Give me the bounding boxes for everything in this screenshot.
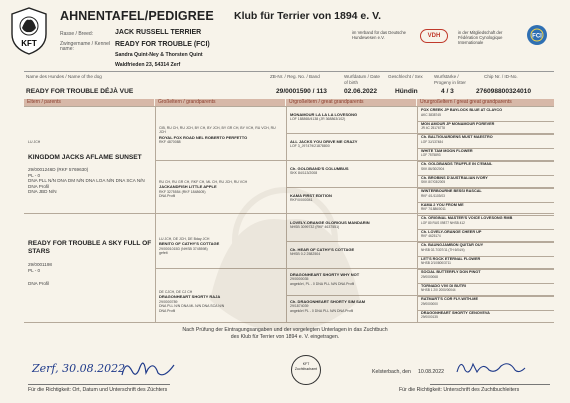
grid-line — [24, 106, 554, 107]
grandparent-cell — [159, 237, 283, 256]
great-great-grandparent-info: LOF 3J/137484 — [421, 139, 443, 144]
page-title: AHNENTAFEL/PEDIGREE — [60, 9, 214, 23]
grandparent-info: 29/0000789 — [159, 299, 178, 304]
great-grandparent-cell — [290, 112, 414, 122]
grandparent-titles: RU CH, RU GR CH, RKF CH, ML CH, RU JCH, RU VCH — [159, 180, 248, 184]
great-grandparent-info: RKF/0/000041 — [290, 198, 313, 203]
grandparent-info2: DNA PLL N/N DNA ML N/N DNA SCA N/N — [159, 304, 225, 309]
dog-name: READY FOR TROUBLE DÉJÀ VUE — [26, 88, 134, 95]
great-great-grandparent-cell — [421, 230, 552, 239]
breed-value: JACK RUSSELL TERRIER — [115, 29, 202, 36]
great-grandparent-name: Ch. GOLDBAND'S COLUMBUS — [290, 166, 349, 171]
great-great-grandparent-cell — [421, 122, 552, 131]
zb-value: 29/0001590 / 113 — [276, 88, 327, 95]
registrar-signature-label: Für die Richtigkeit: Unterschrift des Zuchtbuchleiters — [399, 387, 520, 393]
grandparent-info3: DNA Profil — [159, 308, 176, 313]
sex-value: Hündin — [395, 88, 418, 95]
great-great-grandparent-name: WHITE TAM MOON FLOWER — [421, 148, 473, 153]
col-header-parents: Eltern / parents — [24, 99, 154, 106]
breed-label: Rasse / Breed: — [60, 31, 94, 37]
sex-label: Geschlecht / Sex — [388, 74, 423, 79]
great-great-grandparent-info: RKF 4/1/1103/03 — [421, 193, 445, 198]
grandparent-name: BENITO OF CATHY'S COTTAGE — [159, 241, 220, 247]
grandparent-info: RKF 3275554 (RKF 1848605) — [159, 189, 206, 194]
col-header-great-grandparents: Urgroßeltern / great grandparents — [286, 99, 416, 106]
great-grandparent-name: KAMA FIRST EDITION — [290, 193, 332, 198]
breeder-place-date-handwritten: Zerf, 30.08.2022 — [32, 362, 126, 375]
registrar-signature — [455, 356, 527, 378]
great-great-grandparent-cell — [421, 162, 552, 171]
zb-label: ZB-Nr. / Reg. No. / Band — [270, 74, 320, 79]
divider — [24, 71, 554, 72]
dam-reg: 29/0001198 — [28, 262, 52, 267]
fci-text: in der Mitgliedschaft der Fédération Cynologique Internationale — [458, 30, 503, 45]
great-great-grandparent-info: 29/0000068 — [421, 274, 438, 279]
great-great-grandparent-name: DRAGONHEART SHORTY CENOVEVA — [421, 310, 490, 315]
great-grandparent-name: ALL JACKS YOU DRIVE ME CRAZY — [290, 139, 358, 144]
col-header-grandparents: Großeltern / grandparents — [155, 99, 285, 106]
grandparent-titles: LU JCH, DE JCH, DE Bday JCH — [159, 237, 210, 241]
great-great-grandparent-name: RATMART'S COR FLY-WITH-ME — [421, 297, 479, 301]
sire-name: KINGDOM JACKS AFLAME SUNSET — [28, 154, 142, 162]
great-great-grandparent-name: Ch. BAUNGJAMBON QUITAR OUY — [421, 243, 484, 247]
great-grandparent-name: Ch. DRAGONHEART SHORTY SIM SAM — [290, 299, 366, 304]
great-grandparent-info: LOF 3_J97479/21878800 — [290, 144, 330, 149]
sire-dna: DNA PLL N/N DNA DM N/N DNA LOA N/N DNA SCA N/N — [28, 178, 145, 184]
footer-text-1: Nach Prüfung der Eintragungsangaben und der vorgelegten Unterlagen in das Zuchtbuch — [182, 327, 388, 333]
great-great-grandparent-info: SKK 86/30/2004 — [421, 166, 445, 171]
great-grandparent-info2: angekört PL - 0 DNA PLL N/N DNA Profil — [290, 308, 354, 313]
vdh-text: im Verband für das Deutsche Hundewesen e.V. — [352, 30, 407, 40]
great-grandparent-info: 29/1874039 — [290, 304, 309, 309]
great-great-grandparent-cell — [421, 135, 552, 144]
great-great-grandparent-cell — [421, 284, 552, 293]
kennel-label: Zwingername / Kennel name: — [60, 41, 111, 52]
litter-label: Wurfstärke / Progeny in litter — [434, 74, 466, 85]
dam-name: READY FOR TROUBLE A SKY FULL OF STARS — [28, 240, 152, 255]
great-grandparent-info: NHSB 3099732 (RKF 4637551) — [290, 225, 340, 230]
sire-reg: 29/0001246D (RKF 5769630) — [28, 167, 89, 173]
grandparent-cell — [159, 290, 283, 313]
great-great-grandparent-info: 29/0000135 — [421, 315, 438, 320]
great-great-grandparent-info: SKK 8/7/03/2005 — [421, 180, 446, 185]
great-great-grandparent-info: LOF 7575893 — [421, 153, 441, 158]
dam-extra: PL - 0 — [28, 267, 41, 273]
great-grandparent-info: SKK 84/113/2008 — [290, 171, 318, 176]
grandparent-titles: DE CJCH, DE CJ CH — [159, 290, 193, 294]
grandparent-info2: DNA Profil — [159, 194, 176, 199]
grandparent-name: DRAGONHEART SHORTY RAJA — [159, 294, 221, 300]
grandparent-cell — [159, 180, 283, 199]
great-great-grandparent-name: Ch. BALTIGUARDENS MUST MAESTRO — [421, 135, 493, 139]
great-great-grandparent-info: AKC 3838745 — [421, 112, 441, 117]
grandparent-info2: gefelt — [159, 251, 168, 256]
grandparent-name: ROYAL FOX ROAD NEL ROBERTO PERFETTO — [159, 134, 248, 140]
chip-label: Chip Nr. / ID-No. — [484, 74, 518, 79]
great-great-grandparent-cell — [421, 297, 552, 306]
svg-text:FCI: FCI — [532, 33, 542, 40]
great-grandparent-info2: angekört, PL - 0 DNA PLL N/N DNA Profil — [290, 281, 355, 286]
kennel-value: READY FOR TROUBLE (FCI) — [115, 41, 210, 48]
fci-logo — [526, 24, 548, 46]
great-great-grandparent-info: JR 4C 25176778 — [421, 126, 445, 131]
great-great-grandparent-cell — [421, 203, 552, 212]
great-great-grandparent-name: Ch. BROBINS D'AUSTRALIAN IVORY — [421, 175, 488, 180]
great-great-grandparent-info: RKF 4625174 — [421, 234, 441, 239]
sire-dna3: DNA JBD N/N — [28, 189, 57, 195]
dam-dna: DNA Profil — [28, 281, 50, 286]
club-stamp: KFT Zuchtbuchamt — [291, 355, 321, 385]
dog-name-label: Name des Hundes / Name of the dog — [26, 74, 102, 79]
litter-value: 4 / 3 — [441, 88, 454, 95]
grandparent-cell — [159, 126, 283, 145]
grandparent-name: JACKANDFISH LITTLE APPLE — [159, 184, 217, 190]
sire-dna2: DNA Profil — [28, 183, 50, 189]
great-grandparent-name: DRAGONHEART SHORTY WHY NOT — [290, 272, 360, 277]
logo-text: KFT — [21, 39, 37, 48]
great-great-grandparent-cell — [421, 108, 552, 117]
great-great-grandparent-name: MON AMOUR JP MONAMOUR FOREVER — [421, 121, 495, 126]
great-great-grandparent-name: WINTERBOURNE BESSI RASCAL — [421, 189, 482, 193]
signature-line — [430, 384, 550, 385]
great-grandparent-cell — [290, 139, 414, 149]
grandparent-info: RKF 4870088 — [159, 140, 181, 145]
great-great-grandparent-cell — [421, 216, 552, 225]
great-great-grandparent-name: FOX CREEK JP BAYLOCK BLUE AT CLAYCO — [421, 108, 503, 112]
great-great-grandparent-name: Ch. LOVELY-ORANGE CHEER UP — [421, 229, 482, 234]
breeder-signature — [118, 355, 178, 383]
signature-line — [28, 384, 170, 385]
great-great-grandparent-info: 29/0000000 — [421, 301, 438, 306]
great-great-grandparent-info: RKF 7/1886/0011 — [421, 207, 446, 212]
great-grandparent-cell — [290, 247, 414, 257]
breeders-name: Sandra Quint-Ney & Thorsten Quint — [115, 52, 203, 58]
city-label: Kelsterbach, den — [372, 369, 411, 375]
great-grandparent-cell — [290, 299, 414, 313]
great-great-grandparent-cell — [421, 270, 552, 279]
great-great-grandparent-name: SOCIAL BUTTERFLY DON PINOT — [421, 270, 481, 274]
sire-titles: LU JCH — [28, 140, 41, 144]
great-great-grandparent-name: KAMA 2 YOU FROM ME — [421, 202, 464, 207]
great-great-grandparent-info: NHSB 02-7/307/11 (TH 6/04/4) — [421, 247, 465, 252]
great-great-grandparent-name: LET'S ROCK ETERNAL FLOWER — [421, 256, 481, 261]
great-grandparent-name: LOVELY-ORANGE GLORIOUS MANDARIN — [290, 220, 370, 225]
great-great-grandparent-name: Ch. ORIGINAL MASTER'S VOICE LOVESONG RMB — [421, 216, 513, 220]
great-grandparent-cell — [290, 272, 414, 286]
great-great-grandparent-cell — [421, 149, 552, 158]
great-grandparent-name: MONAMOUR LA LA LA LOVESONG — [290, 112, 358, 117]
great-great-grandparent-name: Ch. GOLDBANDS TRUFFLE IN C'EMAIL — [421, 162, 493, 166]
great-grandparent-name: Ch. HEAR OF CATHY'S COTTAGE — [290, 247, 355, 252]
great-grandparent-cell — [290, 193, 414, 203]
vdh-logo: VDH — [420, 29, 448, 43]
col-header-great-great: Ururgroßeltern / great great grandparents — [417, 99, 554, 106]
grandparent-info: 29/0001015D (NHSB 3745598) — [159, 246, 208, 251]
great-great-grandparent-cell — [421, 257, 552, 266]
great-grandparent-cell — [290, 166, 414, 176]
great-great-grandparent-info: NHSB 1 2/0 2000/00044 — [421, 288, 456, 293]
breeders-address: Waldfrieden 23, 54314 Zerf — [115, 62, 181, 68]
dam-cell — [28, 226, 152, 287]
breeder-signature-label: Für die Richtigkeit: Ort, Datum und Unterschrift des Züchters — [28, 387, 168, 393]
great-grandparent-info: NHSB 0.2 2582504 — [290, 252, 321, 257]
great-great-grandparent-cell — [421, 243, 552, 252]
sire-cell — [28, 140, 152, 195]
issue-date: 10.08.2022 — [418, 369, 444, 375]
sire-extra: PL - 0 — [28, 172, 41, 178]
great-great-grandparent-cell — [421, 176, 552, 185]
footer-text-2: des Klub für Terrier von 1894 e. V. eingetragen. — [230, 334, 340, 340]
kft-club-logo — [8, 6, 50, 56]
chip-value: 276098800324010 — [476, 88, 532, 95]
dob-label: Wurfdatum / Date of birth — [344, 74, 380, 85]
grandparent-titles: CIB, RU CH, RU JCH, BY CH, BY JCH, BY GR CH, BY VCH, RU VCH, RU JCH — [159, 126, 276, 135]
great-great-grandparent-cell — [421, 311, 552, 320]
great-great-grandparent-info: NHSB 2/1/0800/3711 — [421, 261, 451, 266]
dob-value: 02.06.2022 — [344, 88, 378, 95]
great-grandparent-info: LOF 188865/4138 (JR 368863/102) — [290, 117, 346, 122]
great-grandparent-info: 29/0000035 — [290, 277, 309, 282]
club-name: Klub für Terrier von 1894 e. V. — [234, 10, 382, 22]
great-great-grandparent-cell — [421, 189, 552, 198]
great-grandparent-cell — [290, 220, 414, 230]
great-great-grandparent-name: TORNADO VIVI DI BUTRI — [421, 283, 466, 288]
great-great-grandparent-info: LOF 80 RUS 09877 NHSB 412 — [421, 220, 465, 225]
